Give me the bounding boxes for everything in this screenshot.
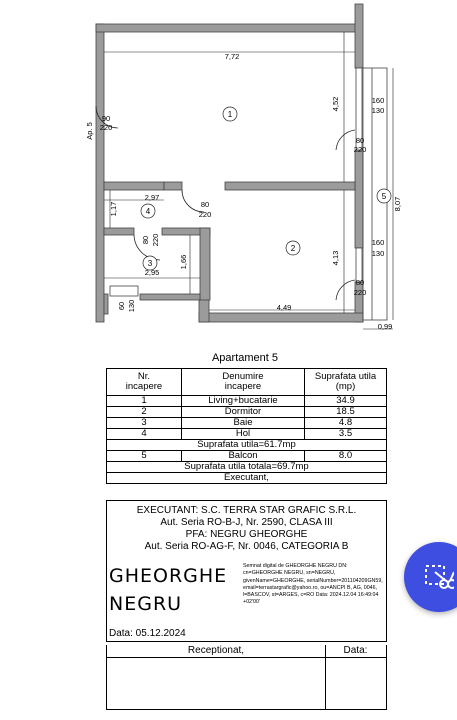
subtotal-text: Suprafata utila=61.7mp xyxy=(107,440,387,451)
dim-hall-height: 1,17 xyxy=(109,201,118,217)
door-bath-w: 80 xyxy=(141,235,150,245)
table-row xyxy=(107,418,387,429)
dim-ap5: Ap. 5 xyxy=(85,122,94,140)
row-nr: 4 xyxy=(107,429,182,440)
row-nr: 1 xyxy=(107,396,182,407)
door-balcony-bottom-h: 220 xyxy=(353,288,367,297)
balcony-row xyxy=(107,451,387,462)
receptionat-box xyxy=(106,645,387,710)
executant-label: Executant, xyxy=(107,473,387,484)
table-row xyxy=(107,407,387,418)
row-name: Living+bucatarie xyxy=(182,396,305,407)
row-area: 8.0 xyxy=(305,451,387,462)
dim-room2-height: 4,13 xyxy=(331,250,340,266)
executant-line-4: Aut. Seria RO-AG-F, Nr. 0046, CATEGORIA B xyxy=(144,541,349,552)
door-bath-h: 220 xyxy=(151,233,160,247)
window-bottom-h: 130 xyxy=(371,249,385,258)
row-area: 34.9 xyxy=(305,396,387,407)
apartment-title: Apartament 5 xyxy=(211,352,279,364)
dim-balcony-length: 8,07 xyxy=(393,196,402,212)
dim-bath-width: 2,95 xyxy=(144,268,160,277)
executant-line-3: PFA: NEGRU GHEORGHE xyxy=(185,529,308,540)
door-room2-h: 220 xyxy=(198,210,212,219)
table-row xyxy=(107,429,387,440)
room-number-5: 5 xyxy=(381,192,387,201)
door-room2-w: 80 xyxy=(200,200,210,209)
executant-line-2: Aut. Seria RO-B-J, Nr. 2590, CLASA III xyxy=(160,517,333,528)
total-text: Suprafata utila totala=69.7mp xyxy=(107,462,387,473)
door-entrance-h: 220 xyxy=(99,123,113,132)
room-number-1: 1 xyxy=(227,110,233,119)
window-top-h: 130 xyxy=(371,106,385,115)
room-number-4: 4 xyxy=(145,207,151,216)
row-nr: 2 xyxy=(107,407,182,418)
executant-box xyxy=(106,500,387,642)
signature-last-name: NEGRU xyxy=(109,593,183,615)
row-area: 4.8 xyxy=(305,418,387,429)
door-arcs xyxy=(96,106,355,300)
dim-room2-width: 4,49 xyxy=(276,303,292,312)
dim-room1-height: 4,52 xyxy=(331,96,340,112)
row-area: 3.5 xyxy=(305,429,387,440)
door-entrance-w: 90 xyxy=(101,114,111,123)
window-top-w: 160 xyxy=(371,96,385,105)
header-area: Suprafata utila (mp) xyxy=(305,369,387,396)
row-nr: 3 xyxy=(107,418,182,429)
subtotal-row xyxy=(107,440,387,451)
data-label: Data: xyxy=(343,645,368,656)
executant-row xyxy=(107,473,387,484)
row-name: Baie xyxy=(182,418,305,429)
header-nr: Nr. incapere xyxy=(107,369,182,396)
bottom-window-w: 60 xyxy=(117,301,126,311)
table-row xyxy=(107,396,387,407)
receptionat-label: Receptionat, xyxy=(187,645,245,656)
dim-top-width: 7,72 xyxy=(224,52,240,61)
signature-first-name: GHEORGHE xyxy=(109,565,228,587)
snip-tool-button[interactable] xyxy=(404,542,457,612)
executant-line-1: EXECUTANT: S.C. TERRA STAR GRAFIC S.R.L. xyxy=(136,505,357,516)
row-name: Balcon xyxy=(182,451,305,462)
door-balcony-top-w: 80 xyxy=(355,136,365,145)
bottom-window-h: 130 xyxy=(127,299,136,313)
executant-date: Data: 05.12.2024 xyxy=(109,628,186,639)
window-bottom-w: 160 xyxy=(371,238,385,247)
total-row xyxy=(107,462,387,473)
row-name: Dormitor xyxy=(182,407,305,418)
dim-balcony-width: 0,99 xyxy=(377,322,393,331)
row-area: 18.5 xyxy=(305,407,387,418)
receptionat-header xyxy=(107,645,386,658)
room-table xyxy=(106,368,387,484)
digital-signature-info: Semnat digital de GHEORGHE NEGRU DN: cn=GHEORGHE NEGRU, sn=NEGRU, givenName=GHEORGHE, serialNumber=201104209GN59, email=terrastargrafic@yahoo.ro, ou=ANCPI B, AG, 0046, l=BASCOV, st=ARGES, c=RO Data: 2024.12.04 16:49:04 +02'00' xyxy=(243,563,383,606)
row-name: Hol xyxy=(182,429,305,440)
door-balcony-top-h: 220 xyxy=(353,145,367,154)
door-balcony-bottom-w: 80 xyxy=(355,278,365,287)
table-header xyxy=(107,369,387,396)
scissors-crop-icon xyxy=(424,564,454,592)
dim-bath-height: 1,66 xyxy=(179,254,188,270)
room-number-2: 2 xyxy=(290,244,296,253)
dim-hall-width: 2,97 xyxy=(144,193,160,202)
header-name: Denumire incapere xyxy=(182,369,305,396)
floor-plan xyxy=(0,0,457,350)
row-nr: 5 xyxy=(107,451,182,462)
room-number-3: 3 xyxy=(147,259,153,268)
